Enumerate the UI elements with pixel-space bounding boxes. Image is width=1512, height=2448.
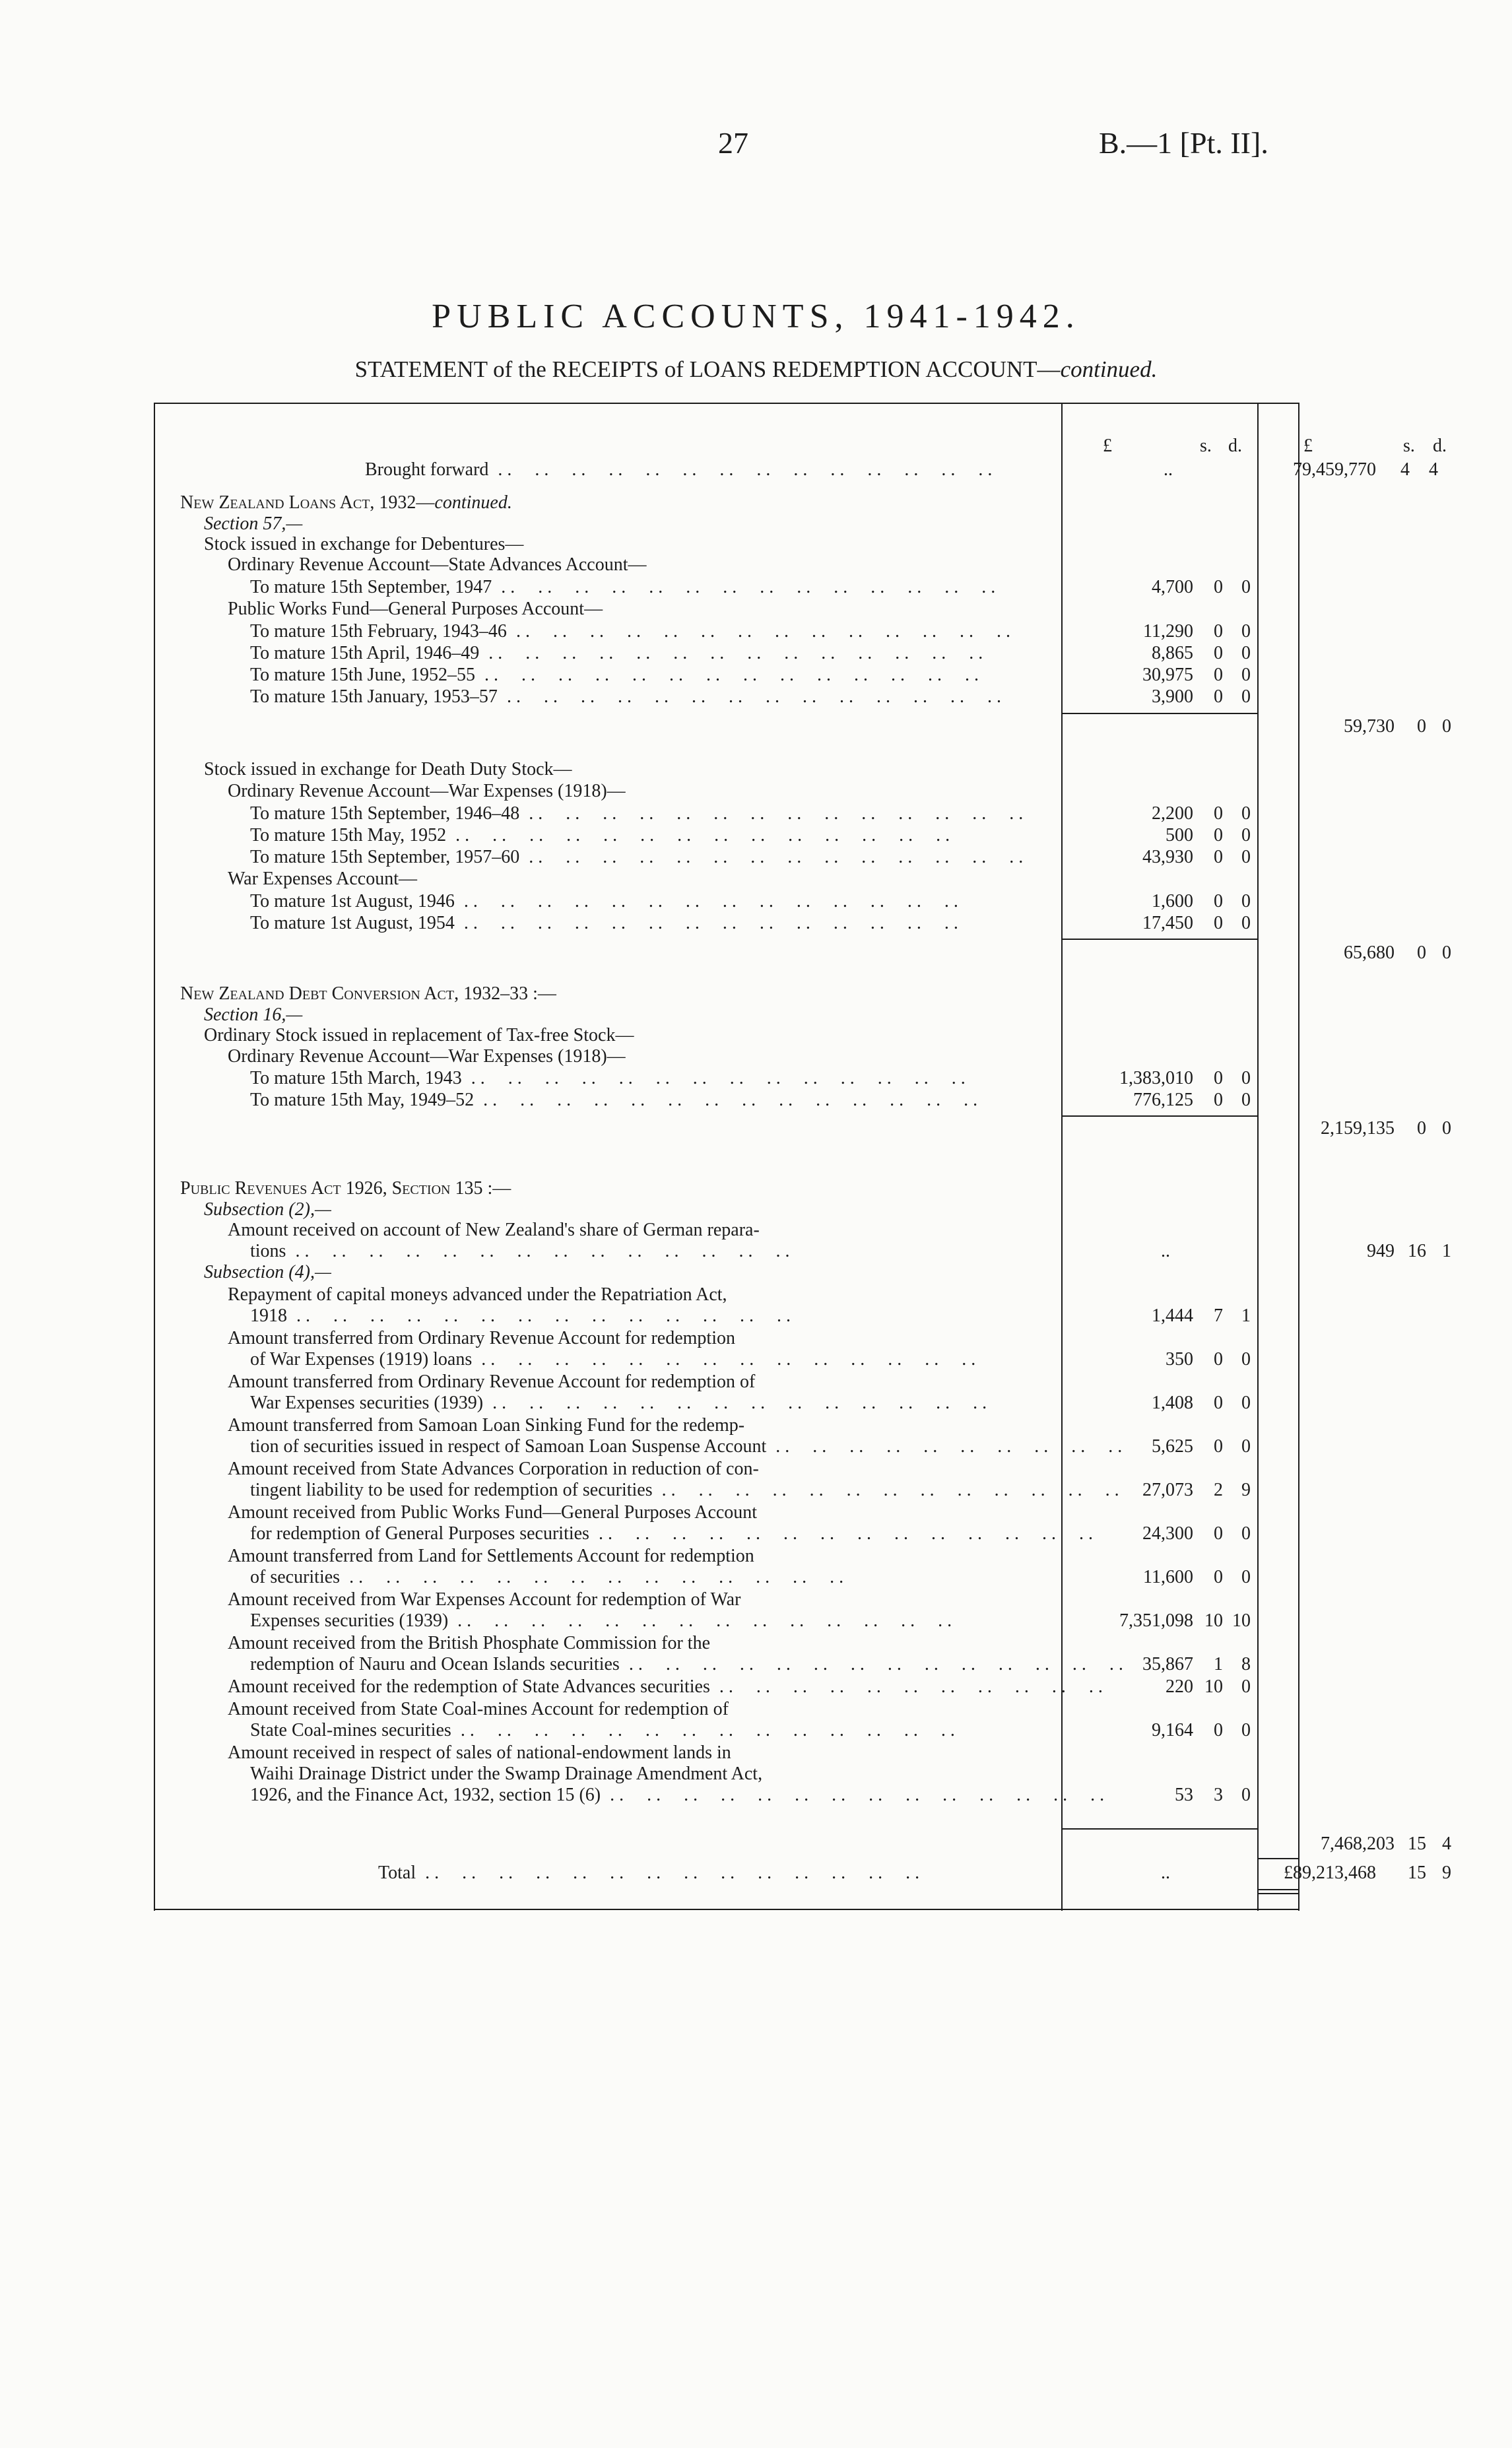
list-item — [154, 1372, 1299, 1394]
item-label: tingent liability to be used for redemption of securities . . — [180, 1480, 1131, 1501]
total-c1: .. — [1161, 1863, 1170, 1883]
item-pounds: 11,600 — [1143, 1567, 1193, 1587]
item-label: tions . . — [180, 1241, 1131, 1262]
item-pence: 0 — [1241, 1785, 1251, 1805]
col1-pence-header: d. — [1228, 436, 1242, 456]
brought-forward-pounds: 79,459,770 — [1293, 459, 1376, 480]
section-heading — [154, 781, 1299, 803]
subtotal-rule — [1061, 939, 1257, 940]
subtotal-shillings: 15 — [1408, 1834, 1426, 1854]
table-bottom-rule — [154, 1909, 1299, 1910]
section-heading — [154, 554, 1299, 577]
statement-subtitle — [0, 356, 1512, 383]
list-item — [154, 1090, 1299, 1112]
section-label: Public Revenues Act 1926, Section 135 :— — [180, 1178, 511, 1199]
item-label: of War Expenses (1919) loans . . — [180, 1349, 1131, 1370]
item-label: Amount received from War Expenses Account for redemption of War — [228, 1589, 741, 1610]
col1-pound-header: £ — [1103, 436, 1112, 456]
item-label: Repayment of capital moneys advanced under the Repatriation Act, — [228, 1284, 727, 1305]
item-pounds: 8,865 — [1152, 643, 1193, 663]
item-shillings: 0 — [1214, 1720, 1223, 1740]
item-pounds: 3,900 — [1152, 686, 1193, 707]
item-pence: 0 — [1241, 1523, 1251, 1544]
item-pence: 0 — [1241, 1720, 1251, 1740]
item-label: for redemption of General Purposes securities . . — [180, 1523, 1131, 1544]
item-label: 1918 . . — [180, 1306, 1131, 1327]
list-item — [154, 1436, 1299, 1459]
item-pounds: 1,408 — [1152, 1393, 1193, 1413]
list-item — [154, 847, 1299, 869]
item-pounds: 1,600 — [1152, 891, 1193, 911]
list-item — [154, 1699, 1299, 1721]
section-label: Section 57,— — [204, 513, 303, 534]
subtitle-continued: continued. — [1060, 356, 1158, 382]
section-heading — [154, 1046, 1299, 1069]
section-heading — [154, 983, 1299, 1006]
item-label: To mature 15th May, 1952 . . — [180, 825, 1131, 846]
list-item — [154, 1720, 1299, 1742]
section-label: Stock issued in exchange for Debentures— — [204, 534, 524, 554]
item-shillings: 2 — [1214, 1480, 1223, 1500]
item-label: To mature 15th September, 1946–48 . . — [180, 803, 1131, 824]
item-shillings: 10 — [1204, 1676, 1223, 1697]
list-item — [154, 577, 1299, 599]
section-label: Subsection (4),— — [204, 1262, 331, 1282]
page-reference: B.—1 [Pt. II]. — [1099, 126, 1268, 160]
section-heading — [154, 1178, 1299, 1201]
item-col2-pounds: 949 — [1367, 1241, 1395, 1261]
list-item — [154, 1764, 1299, 1786]
item-label: tion of securities issued in respect of Samoan Loan Suspense Account . . — [180, 1436, 1131, 1457]
brought-forward-c1: .. — [1164, 459, 1173, 480]
list-item — [154, 1742, 1299, 1765]
item-label: To mature 1st August, 1954 . . — [180, 913, 1131, 934]
item-pence: 0 — [1241, 1676, 1251, 1697]
item-shillings: 7 — [1214, 1306, 1223, 1326]
item-shillings: 0 — [1214, 686, 1223, 707]
list-item — [154, 891, 1299, 913]
list-item — [154, 1523, 1299, 1546]
item-label: To mature 15th April, 1946–49 . . — [180, 643, 1131, 664]
page-title: PUBLIC ACCOUNTS, 1941-1942. — [432, 298, 1080, 335]
list-item — [154, 1589, 1299, 1612]
item-label: redemption of Nauru and Ocean Islands securities . . — [180, 1654, 1131, 1675]
col2-pound-header: £ — [1303, 436, 1313, 456]
list-item — [154, 913, 1299, 935]
item-shillings: 0 — [1214, 913, 1223, 933]
item-pounds: 27,073 — [1142, 1480, 1193, 1500]
item-pence: 0 — [1241, 803, 1251, 824]
subtotal-pounds: 65,680 — [1344, 943, 1395, 963]
item-pounds: 4,700 — [1152, 577, 1193, 597]
list-item — [154, 1415, 1299, 1438]
item-col2-shillings: 16 — [1408, 1241, 1426, 1261]
item-pounds: 500 — [1166, 825, 1193, 845]
section-label: New Zealand Debt Conversion Act, 1932–33 :— — [180, 983, 556, 1004]
section-label: Ordinary Revenue Account—War Expenses (1918)— — [228, 1046, 626, 1067]
item-pence: 0 — [1241, 847, 1251, 867]
list-item — [154, 665, 1299, 687]
item-shillings: 0 — [1214, 1393, 1223, 1413]
item-label: Waihi Drainage District under the Swamp Drainage Amendment Act, — [250, 1764, 763, 1784]
list-item — [154, 643, 1299, 665]
section-label: Ordinary Revenue Account—War Expenses (1918)— — [228, 781, 626, 801]
item-pounds: 30,975 — [1142, 665, 1193, 685]
item-pounds: 9,164 — [1152, 1720, 1193, 1740]
item-label: Amount received from State Coal-mines Account for redemption of — [228, 1699, 729, 1719]
subtotal-row — [154, 1834, 1451, 1856]
item-pence: 0 — [1241, 891, 1251, 911]
list-item — [154, 1349, 1299, 1372]
item-pence: 0 — [1241, 1567, 1251, 1587]
item-label: To mature 15th June, 1952–55 . . — [180, 665, 1131, 686]
item-shillings: 0 — [1214, 891, 1223, 911]
item-label: Amount received from Public Works Fund—General Purposes Account — [228, 1502, 758, 1523]
item-shillings: 0 — [1214, 665, 1223, 685]
item-pounds: 350 — [1166, 1349, 1193, 1370]
list-item — [154, 1284, 1299, 1307]
total-rule-top — [1257, 1858, 1298, 1859]
brought-forward-row — [154, 459, 1438, 482]
item-shillings: 0 — [1214, 1068, 1223, 1088]
subtotal-pounds: 7,468,203 — [1321, 1834, 1395, 1854]
section-heading — [154, 1005, 1299, 1027]
col2-shilling-header: s. — [1403, 436, 1415, 456]
item-pounds: 11,290 — [1143, 621, 1193, 642]
total-pounds: £89,213,468 — [1284, 1863, 1376, 1883]
item-pounds: 776,125 — [1133, 1090, 1193, 1110]
total-shillings: 15 — [1408, 1863, 1426, 1883]
item-shillings: 3 — [1214, 1785, 1223, 1805]
item-shillings: 0 — [1214, 1523, 1223, 1544]
item-label: Amount received for the redemption of State Advances securities . . — [180, 1676, 1109, 1698]
list-item — [154, 1610, 1299, 1633]
section-heading — [154, 1262, 1299, 1284]
list-item — [154, 1676, 1299, 1699]
item-label: 1926, and the Finance Act, 1932, section 15 (6) . . — [180, 1785, 1131, 1806]
col1-shilling-header: s. — [1200, 436, 1212, 456]
item-shillings: 0 — [1214, 621, 1223, 642]
section-label: Stock issued in exchange for Death Duty Stock— — [204, 759, 572, 779]
list-item — [154, 686, 1299, 709]
item-pence: 10 — [1232, 1610, 1251, 1631]
item-c1: .. — [1161, 1241, 1170, 1261]
item-pence: 9 — [1241, 1480, 1251, 1500]
subtotal-row — [154, 943, 1451, 965]
item-pence: 0 — [1241, 621, 1251, 642]
subtotal-rule — [1061, 713, 1257, 714]
total-label: Total . . — [378, 1863, 1061, 1884]
section-heading — [154, 1199, 1299, 1222]
list-item — [154, 1068, 1299, 1090]
list-item — [154, 1654, 1299, 1676]
item-shillings: 0 — [1214, 1090, 1223, 1110]
item-pence: 0 — [1241, 686, 1251, 707]
subtotal-pounds: 59,730 — [1344, 716, 1395, 737]
item-label: War Expenses securities (1939) . . — [180, 1393, 1131, 1414]
item-shillings: 0 — [1214, 847, 1223, 867]
subtotal-pence: 0 — [1442, 716, 1451, 737]
list-item — [154, 1785, 1299, 1807]
item-label: Amount received on account of New Zealand's share of German repara- — [228, 1220, 760, 1240]
section-label: War Expenses Account— — [228, 869, 417, 889]
item-pence: 0 — [1241, 1068, 1251, 1088]
item-shillings: 0 — [1214, 1349, 1223, 1370]
item-pounds: 5,625 — [1152, 1436, 1193, 1457]
item-label: To mature 15th May, 1949–52 . . — [180, 1090, 1131, 1111]
item-pence: 0 — [1241, 1090, 1251, 1110]
list-item — [154, 1567, 1299, 1589]
item-label: Amount received from State Advances Corporation in reduction of con- — [228, 1459, 759, 1479]
item-pounds: 220 — [1166, 1676, 1193, 1697]
subtotal-pence: 4 — [1442, 1834, 1451, 1854]
item-shillings: 0 — [1214, 577, 1223, 597]
item-label: State Coal-mines securities . . — [180, 1720, 1131, 1741]
item-pence: 0 — [1241, 665, 1251, 685]
item-shillings: 0 — [1214, 1567, 1223, 1587]
section-label: Public Works Fund—General Purposes Account— — [228, 599, 603, 619]
subtotal-shillings: 0 — [1417, 943, 1426, 963]
subtotal-shillings: 0 — [1417, 1118, 1426, 1139]
item-pounds: 43,930 — [1142, 847, 1193, 867]
item-pounds: 53 — [1175, 1785, 1193, 1805]
list-item — [154, 1633, 1299, 1655]
item-label: To mature 15th September, 1947 . . — [180, 577, 1131, 598]
section-label: New Zealand Loans Act, 1932— — [180, 492, 435, 513]
list-item — [154, 621, 1299, 644]
section-heading — [154, 599, 1299, 621]
item-label: Expenses securities (1939) . . — [180, 1610, 1131, 1632]
item-shillings: 1 — [1214, 1654, 1223, 1674]
item-shillings: 10 — [1204, 1610, 1223, 1631]
section-continued: continued. — [434, 492, 512, 513]
item-label: To mature 15th March, 1943 . . — [180, 1068, 1131, 1089]
item-label: Amount transferred from Ordinary Revenue Account for redemption — [228, 1328, 735, 1348]
column-header-row — [154, 436, 1447, 458]
brought-forward-s: 4 — [1400, 459, 1410, 480]
item-label: Amount transferred from Ordinary Revenue Account for redemption of — [228, 1372, 756, 1392]
section-heading — [154, 1025, 1299, 1047]
section-heading — [154, 869, 1299, 891]
total-double-rule — [1257, 1893, 1299, 1894]
statement-table — [154, 403, 1451, 1911]
section-heading — [154, 513, 1299, 536]
col2-pence-header: d. — [1433, 436, 1447, 456]
item-pounds: 2,200 — [1152, 803, 1193, 824]
section-label: Ordinary Revenue Account—State Advances Account— — [228, 554, 647, 575]
subtotal-pence: 0 — [1442, 1118, 1451, 1139]
subtotal-pence: 0 — [1442, 943, 1451, 963]
subtitle-main: STATEMENT of the RECEIPTS of LOANS REDEMPTION ACCOUNT— — [354, 356, 1061, 382]
item-pounds: 1,444 — [1152, 1306, 1193, 1326]
list-item — [154, 1546, 1299, 1568]
section-heading — [154, 492, 1299, 515]
section-label: Subsection (2),— — [204, 1199, 331, 1220]
item-pence: 8 — [1241, 1654, 1251, 1674]
subtotal-row — [154, 1118, 1451, 1141]
list-item — [154, 1220, 1299, 1242]
item-col2-pence: 1 — [1442, 1241, 1451, 1261]
subtotal-shillings: 0 — [1417, 716, 1426, 737]
item-label: Amount received from the British Phosphate Commission for the — [228, 1633, 711, 1653]
brought-forward-label: Brought forward . . — [365, 459, 1061, 480]
item-label: of securities . . — [180, 1567, 1131, 1588]
item-pence: 0 — [1241, 1393, 1251, 1413]
total-pence: 9 — [1442, 1863, 1451, 1883]
item-pence: 1 — [1241, 1306, 1251, 1326]
item-pounds: 17,450 — [1142, 913, 1193, 933]
item-pounds: 24,300 — [1142, 1523, 1193, 1544]
section-heading — [154, 759, 1299, 781]
item-pence: 0 — [1241, 913, 1251, 933]
section-label: Ordinary Stock issued in replacement of Tax-free Stock— — [204, 1025, 634, 1045]
item-label: To mature 15th January, 1953–57 . . — [180, 686, 1131, 708]
item-label: Amount transferred from Samoan Loan Sinking Fund for the redemp- — [228, 1415, 745, 1436]
list-item — [154, 1241, 1451, 1263]
list-item — [154, 803, 1299, 826]
subtotal-rule — [1061, 1828, 1257, 1830]
subtotal-rule — [1061, 1115, 1257, 1117]
item-pence: 0 — [1241, 1349, 1251, 1370]
list-item — [154, 1393, 1299, 1415]
item-shillings: 0 — [1214, 825, 1223, 845]
item-pounds: 7,351,098 — [1119, 1610, 1193, 1631]
brought-forward-d: 4 — [1429, 459, 1438, 480]
section-heading — [154, 534, 1299, 556]
item-shillings: 0 — [1214, 803, 1223, 824]
total-row — [154, 1863, 1451, 1885]
item-label: To mature 1st August, 1946 . . — [180, 891, 1131, 912]
item-pounds: 35,867 — [1142, 1654, 1193, 1674]
subtotal-pounds: 2,159,135 — [1321, 1118, 1395, 1139]
list-item — [154, 825, 1299, 847]
item-pence: 0 — [1241, 643, 1251, 663]
list-item — [154, 1328, 1299, 1350]
item-shillings: 0 — [1214, 1436, 1223, 1457]
table-top-rule — [154, 403, 1299, 404]
item-shillings: 0 — [1214, 643, 1223, 663]
page-number: 27 — [718, 126, 748, 160]
item-pounds: 1,383,010 — [1119, 1068, 1193, 1088]
item-label: Amount transferred from Land for Settlements Account for redemption — [228, 1546, 754, 1566]
item-pence: 0 — [1241, 577, 1251, 597]
list-item — [154, 1306, 1299, 1328]
item-label: To mature 15th September, 1957–60 . . — [180, 847, 1131, 868]
list-item — [154, 1502, 1299, 1525]
list-item — [154, 1480, 1299, 1502]
item-label: To mature 15th February, 1943–46 . . — [180, 621, 1131, 642]
item-pence: 0 — [1241, 825, 1251, 845]
section-label: Section 16,— — [204, 1005, 303, 1025]
list-item — [154, 1459, 1299, 1481]
item-label: Amount received in respect of sales of national-endowment lands in — [228, 1742, 731, 1763]
subtotal-row — [154, 716, 1451, 739]
item-pence: 0 — [1241, 1436, 1251, 1457]
total-double-rule — [1257, 1889, 1299, 1890]
